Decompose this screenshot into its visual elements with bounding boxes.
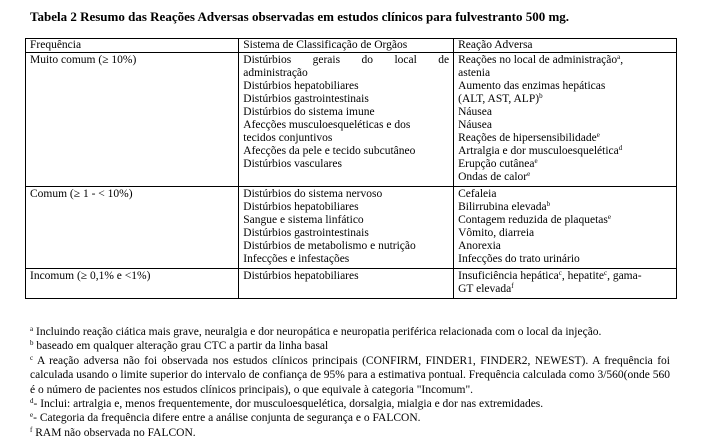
header-organ-system: Sistema de Classificação de Orgãos [239,39,454,53]
reaction-line: Erupção cutânea$^e$ [458,157,538,170]
reaction-line: Cefaleia [458,188,497,200]
frequency-cell: Comum (≥ 1 - < 10%) [26,187,239,269]
frequency-cell: Muito comum (≥ 10%) [26,53,239,187]
reaction-line: (ALT, AST, ALP)$^b$ [458,92,543,105]
system-line [243,54,449,67]
system-line: Infecções e infestações [243,253,350,265]
system-line: Distúrbios hepatobiliares [243,80,359,92]
frequency-cell: Incomum (≥ 0,1% e <1%) [26,269,239,299]
footnote-a: $^a$ Incluindo reação ciática mais grave, neuralgia e dor neuropática e neuropatia periférica relacionada com o local da injeção. [30,325,602,338]
reaction-line: Vômito, diarreia [458,227,535,239]
footnote-f: $^f$ RAM não observada no FALCON. [30,425,196,439]
footnote-b: $^b$ baseado em qualquer alteração grau CTC a partir da linha basal [30,339,329,353]
system-line: Distúrbios hepatobiliares [243,270,359,282]
system-line: Distúrbios do sistema imune [243,106,375,118]
system-line: Afecções musculoesqueléticas e dos [243,119,411,131]
reaction-line: Ondas de calor$^e$ [458,170,531,183]
header-frequency: Frequência [26,39,239,53]
reaction-line: Insuficiência hepática$^c$, hepatite$^c$, gama- [458,269,642,282]
system-line: tecidos conjuntivos [243,132,333,144]
footnote-c: $^c$ A reação adversa não foi observada nos estudos clínicos principais (CONFIRM, FINDER1, FINDER2, NEWEST). A frequência foi calculada usando o limite superior do intervalo de confiança de 95% para a estimativa pontual. Frequência calculada como 3/560(onde 560 é o número de pacientes nos estudos clínicos principais), o que equivale à categoria "Incomum". [30,353,670,396]
header-adverse-reaction: Reação Adversa [454,39,677,53]
system-line: administração [243,67,308,79]
word: de [438,54,450,66]
reaction-line: Infecções do trato urinário [458,253,580,265]
reaction-line: Contagem reduzida de plaquetas$^e$ [458,213,611,226]
word: Distúrbios [243,54,292,66]
organ-system-cell [239,53,454,187]
table-row-common [26,187,677,269]
organ-system-cell [239,187,454,269]
adverse-reaction-cell [454,53,677,187]
word: gerais [312,54,341,66]
adverse-reactions-table [25,38,677,299]
word: local [394,54,417,66]
system-line: Afecções da pele e tecido subcutâneo [243,145,416,157]
reaction-line: Náusea [458,119,492,131]
reaction-line: astenia [458,67,491,79]
footnote-d: $^d$- Inclui: artralgia e, menos frequentemente, dor musculoesquelética, dorsalgia, mialgia e dor nas extremidades. [30,397,544,411]
reaction-line: Reações no local de administração$^a$, [458,53,624,66]
system-line: Sangue e sistema linfático [243,214,364,226]
table-title: Tabela 2 Resumo das Reações Adversas observadas em estudos clínicos para fulvestranto 500 mg. [30,9,570,24]
reaction-line: Bilirrubina elevada$^b$ [458,200,551,213]
organ-system-cell [239,269,454,299]
system-line: Distúrbios gastrointestinais [243,93,369,105]
reaction-line: Artralgia e dor musculoesquelética$^d$ [458,144,623,157]
system-line: Distúrbios gastrointestinais [243,227,369,239]
system-line: Distúrbios vasculares [243,158,342,170]
table-header-row [26,39,677,53]
footnotes [30,325,670,440]
reaction-line: Anorexia [458,240,501,252]
table-row-uncommon [26,269,677,299]
system-line: Distúrbios de metabolismo e nutrição [243,240,416,252]
table-row-very-common [26,53,677,187]
reaction-line: GT elevada$^f$ [458,282,514,295]
adverse-reaction-cell [454,187,677,269]
system-line: Distúrbios do sistema nervoso [243,188,383,200]
reaction-line: Aumento das enzimas hepáticas [458,80,606,92]
footnote-e: $^e$- Categoria da frequência difere entre a análise conjunta de segurança e o FALCON. [30,411,421,425]
word: do [361,54,374,66]
reaction-line: Reações de hipersensibilidade$^e$ [458,131,600,144]
system-line: Distúrbios hepatobiliares [243,201,359,213]
reaction-line: Náusea [458,106,492,118]
adverse-reaction-cell [454,269,677,299]
